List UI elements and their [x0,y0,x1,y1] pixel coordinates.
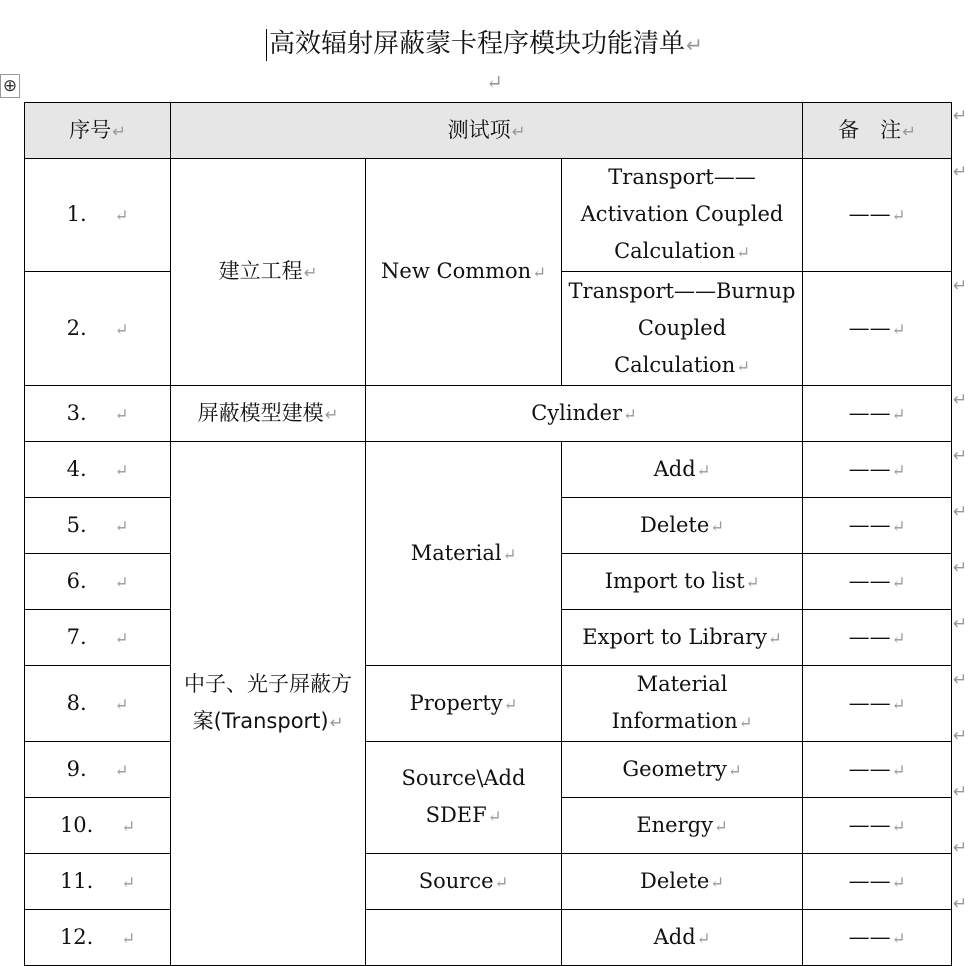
cell-item: Transport——Burnup Coupled Calculation↵ [562,272,803,386]
row-index: 1. ↵ [25,159,171,272]
cell-item: Import to list↵ [562,554,803,610]
header-index: 序号↵ [25,103,171,159]
cell-item: Add↵ [562,442,803,498]
cell-item: Material Information↵ [562,666,803,742]
row-index: 8. ↵ [25,666,171,742]
cell-property: Property↵ [366,666,562,742]
function-list-table [24,102,952,966]
cell-item: Energy↵ [562,798,803,854]
cell-remark: ——↵ [803,742,952,798]
table-row [25,742,952,798]
cell-remark: ——↵ [803,386,952,442]
cell-remark: ——↵ [803,159,952,272]
row-index: 9. ↵ [25,742,171,798]
cell-project: 建立工程↵ [171,159,366,386]
row-index: 5. ↵ [25,498,171,554]
header-test-item: 测试项↵ [171,103,803,159]
row-index: 4. ↵ [25,442,171,498]
row-end-mark-icon: ↵ [953,782,968,802]
row-end-mark-icon: ↵ [953,558,968,578]
header-row [25,103,952,159]
row-end-mark-icon: ↵ [953,894,968,914]
cell-item: Delete↵ [562,854,803,910]
table-row [25,386,952,442]
cell-item: Geometry↵ [562,742,803,798]
cell-item: Export to Library↵ [562,610,803,666]
cell-remark: ——↵ [803,272,952,386]
table-row [25,854,952,910]
table-row [25,910,952,966]
paragraph-mark-icon: ↵ [486,70,503,94]
table-row [25,159,952,272]
cell-source: Source↵ [366,854,562,910]
row-end-mark-icon: ↵ [953,106,968,126]
cell-mark-icon: ↵ [902,121,916,141]
document-title-text: 高效辐射屏蔽蒙卡程序模块功能清单 [269,29,686,59]
cell-remark: ——↵ [803,498,952,554]
row-index: 12. ↵ [25,910,171,966]
cell-source-add-sdef: Source\Add SDEF↵ [366,742,562,854]
cell-remark: ——↵ [803,854,952,910]
row-end-mark-icon: ↵ [953,670,968,690]
row-index: 11. ↵ [25,854,171,910]
cell-item: Add↵ [562,910,803,966]
cell-transport-scheme: 中子、光子屏蔽方案(Transport)↵ [171,442,366,966]
cell-item: Delete↵ [562,498,803,554]
paragraph-mark-icon: ↵ [686,33,703,57]
cell-mark-icon: ↵ [511,121,526,141]
row-end-mark-icon: ↵ [953,390,968,410]
cell-remark: ——↵ [803,798,952,854]
cell-remark: ——↵ [803,442,952,498]
cell-shield-model: 屏蔽模型建模↵ [171,386,366,442]
row-index: 10. ↵ [25,798,171,854]
row-end-mark-icon: ↵ [953,276,968,296]
table-row [25,666,952,742]
row-end-mark-icon: ↵ [953,446,968,466]
cell-remark: ——↵ [803,554,952,610]
cell-mark-icon: ↵ [112,121,126,141]
cell-new-common: New Common↵ [366,159,562,386]
table-move-handle-icon[interactable]: ⊕ [0,74,20,98]
cell-item: Transport——Activation Coupled Calculation↵ [562,159,803,272]
row-index: 7. ↵ [25,610,171,666]
cell-remark: ——↵ [803,610,952,666]
row-index: 2. ↵ [25,272,171,386]
row-end-mark-icon: ↵ [953,838,968,858]
document-title[interactable] [0,24,969,65]
cell-remark: ——↵ [803,666,952,742]
cell-material: Material↵ [366,442,562,666]
header-remark: 备 注↵ [803,103,952,159]
cell-remark: ——↵ [803,910,952,966]
table-row [25,442,952,498]
text-cursor [266,29,267,61]
cell-cylinder: Cylinder↵ [366,386,803,442]
row-end-mark-icon: ↵ [953,162,968,182]
row-end-mark-icon: ↵ [953,614,968,634]
row-index: 3. ↵ [25,386,171,442]
cell-empty [366,910,562,966]
row-end-mark-icon: ↵ [953,502,968,522]
row-end-mark-icon: ↵ [953,726,968,746]
row-index: 6. ↵ [25,554,171,610]
